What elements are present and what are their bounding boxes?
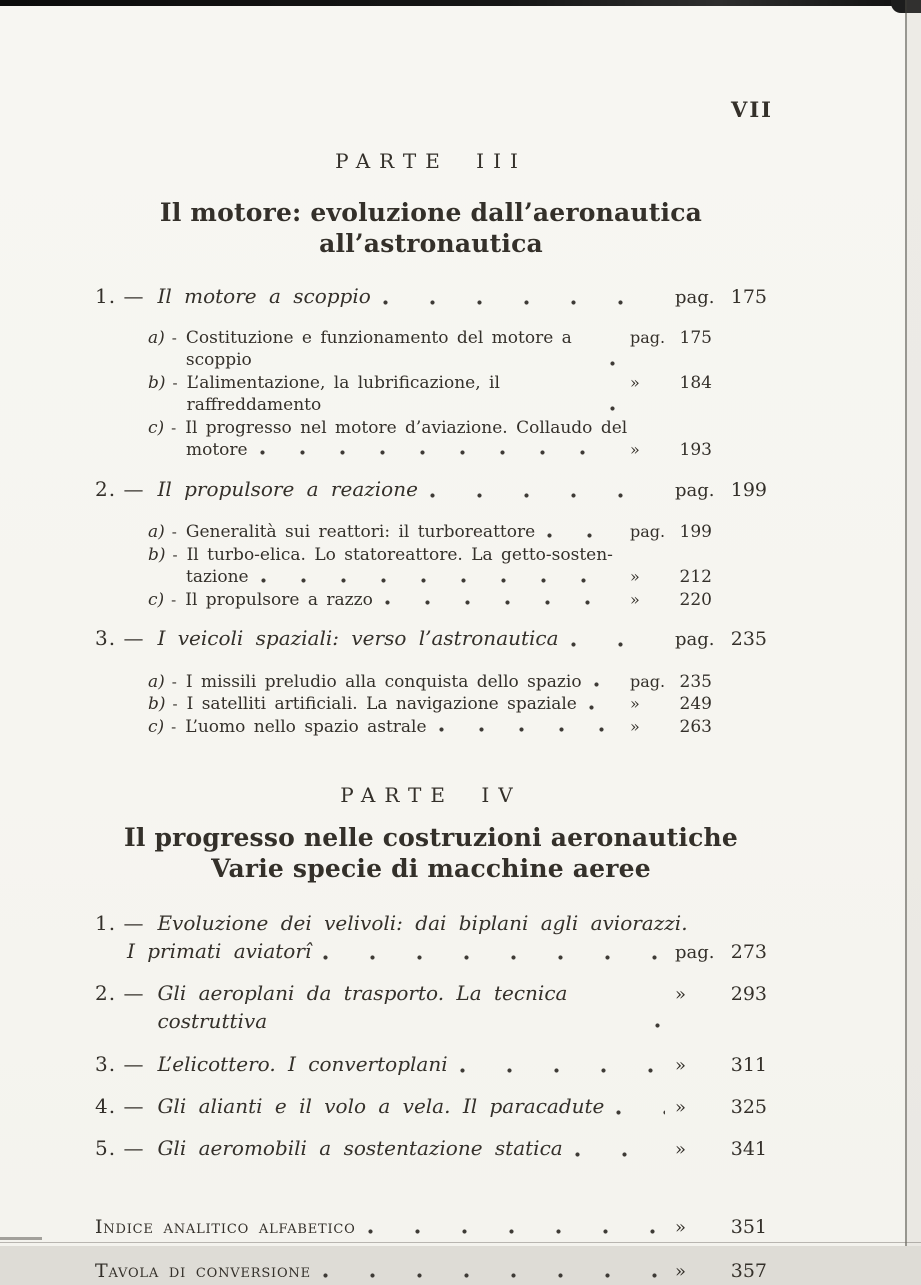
chapter-number: 2. — [95,477,145,502]
page-label: » [630,589,640,609]
scan-corner-bottom-left [0,1237,42,1240]
subitem-row [148,372,712,417]
page-label: » [630,694,640,714]
page-label: pag. [630,522,666,542]
page-label: pag. [675,629,715,651]
subitem-title: tazione [186,567,249,588]
subitem-row-continuation [186,439,712,461]
chapter-row [95,624,767,654]
chapter-title: Gli aeroplani da trasporto. La tecnica costruttiva [157,981,568,1034]
scan-margin-right [907,0,921,1246]
chapter-title: L’elicottero. I convertoplani [157,1052,448,1077]
leader-dots [616,1108,665,1117]
page-label: » [675,1055,687,1077]
leader-dots [460,1066,665,1075]
subitem-title: Il propulsore a razzo [185,589,373,610]
chapter-title: I veicoli spaziali: verso l’astronautica [157,626,559,651]
chapter-row [95,1134,767,1164]
subitem-letter: c) [148,589,165,610]
subitem-row [148,671,712,693]
page-ref: 199 [679,522,712,543]
page-ref: 357 [730,1260,767,1283]
leader-dots [383,298,665,307]
page-ref: 212 [679,567,712,588]
leader-dots [547,531,620,540]
chapter-row [95,1050,767,1080]
page-ref: 184 [679,372,712,393]
leader-dots [260,448,620,457]
chapter-row [95,282,767,312]
leader-dots [385,598,620,607]
subitem-letter: a) [148,672,165,693]
subitem-separator: - [171,523,177,542]
subitem-separator: - [171,590,177,609]
subitem-title: Generalità sui reattori: il turboreattore [185,522,536,543]
part-title-line: Varie specie di macchine aeree [211,854,651,884]
subitem-title: L’uomo nello spazio astrale [185,716,427,737]
page-ref: 351 [730,1216,767,1239]
subitem-separator: - [172,695,178,714]
leader-dots [571,640,665,649]
toc-content [95,0,767,1285]
page-ref: 273 [730,941,767,964]
chapter-number: 3. — [95,626,145,651]
page-ref: 341 [730,1138,767,1161]
chapter-title: I primati aviatorî [127,939,312,964]
chapter-title: Il motore a scoppio [157,284,371,308]
subitem-letter: a) [148,522,165,543]
page-label: » [630,440,640,460]
leader-dots [610,404,620,413]
page-number: VII [731,97,773,122]
page-label: » [675,1217,687,1239]
leader-dots [575,1150,665,1159]
page-ref: 235 [730,628,767,651]
part-title-line: Il progresso nelle costruzioni aeronautiche [123,823,739,853]
leader-dots [430,491,665,500]
subitem-title: Il turbo-elica. Lo statoreattore. La getto-sosten- [186,544,613,565]
chapter-title: Gli aeromobili a sostentazione statica [157,1136,563,1161]
part-heading-4: PARTE IV [340,783,522,808]
part-title-3: Il motore: evoluzione dall’aeronautica all’astronautica [159,198,703,258]
subitem-row [148,417,712,439]
subitem-row [148,716,712,738]
subitem-row [148,589,712,611]
leader-dots [323,1271,665,1280]
part-title-4 [95,822,767,884]
back-matter-row [95,1214,767,1241]
back-matter-row [95,1258,767,1285]
page-ref: 175 [679,328,712,348]
page-label: pag. [675,942,715,964]
page-ref: 325 [730,1096,767,1119]
chapter-title: Evoluzione dei velivoli: dai biplani agli aviorazzi. [157,911,688,936]
subitem-row [148,521,712,543]
chapter-number: 4. — [95,1094,145,1119]
page-label: pag. [675,287,715,308]
subitem-separator: - [172,373,178,392]
chapter-row-continuation [127,937,767,967]
subitem-title: I satelliti artificiali. La navigazione spaziale [186,694,577,715]
page-ref: 220 [679,589,712,610]
page-ref: 199 [730,479,767,502]
chapter-row [95,979,767,1035]
page-label: » [675,1139,687,1161]
page-ref: 311 [730,1054,767,1077]
chapter-row [95,909,767,937]
subitem-letter: b) [148,694,166,715]
subitem-separator: - [171,717,177,736]
page-ref: 293 [730,983,767,1006]
subitem-list [148,671,712,738]
subitem-separator: - [171,673,177,692]
subitem-letter: c) [148,417,165,438]
chapter-row [95,1092,767,1122]
leader-dots [589,703,620,712]
subitem-letter: a) [148,328,165,348]
back-matter-title: Indice analitico alfabetico [95,1216,356,1239]
page-label: » [675,1097,687,1119]
subitem-title: I missili preludio alla conquista dello spazio [185,672,582,693]
subitem-row [148,327,712,372]
page-ref: 193 [679,440,712,461]
leader-dots [323,953,665,962]
page-label: » [675,1261,687,1283]
subitem-letter: b) [148,544,166,565]
page-label: » [675,984,687,1006]
page-ref: 263 [679,716,712,737]
subitem-separator: - [172,545,178,564]
page-ref: 249 [679,694,712,715]
chapter-row [95,475,767,505]
subitem-title: Costituzione e funzionamento del motore a scoppio [185,328,572,371]
chapter-number: 3. — [95,1052,145,1077]
subitem-row-continuation [186,566,712,588]
chapter-title: Gli alianti e il volo a vela. Il paracadute [157,1094,605,1119]
page-label: » [630,372,640,392]
subitem-separator: - [171,418,177,437]
scan-edge-right [905,0,907,1246]
page-label: pag. [630,672,666,692]
chapter-number: 1. — [95,284,145,308]
page-label: » [630,716,640,736]
chapter-title: Il propulsore a reazione [157,477,418,502]
subitem-list [148,521,712,611]
back-matter-title: Tavola di conversione [95,1260,311,1283]
page-label: pag. [630,328,666,347]
subitem-separator: - [171,329,177,347]
page-label: » [630,567,640,587]
subitem-row [148,544,712,566]
leader-dots [610,359,620,368]
chapter-number: 1. — [95,911,145,936]
subitem-letter: c) [148,716,165,737]
leader-dots [594,680,620,689]
page-ref: 175 [730,286,767,308]
subitem-row [148,693,712,715]
chapter-number: 2. — [95,981,145,1006]
page-ref: 235 [679,672,712,693]
chapter-number: 5. — [95,1136,145,1161]
page-label: pag. [675,480,715,502]
part-heading-3: PARTE III [335,149,527,173]
subitem-letter: b) [148,372,166,393]
subitem-title: motore [186,440,248,461]
subitem-title: Il progresso nel motore d’aviazione. Collaudo del [185,417,628,438]
subitem-title: L’alimentazione, la lubrificazione, il raffreddamento [186,372,500,416]
subitem-list [148,327,712,461]
leader-dots [261,576,620,585]
leader-dots [368,1227,665,1236]
leader-dots [655,1021,665,1030]
leader-dots [439,725,620,734]
